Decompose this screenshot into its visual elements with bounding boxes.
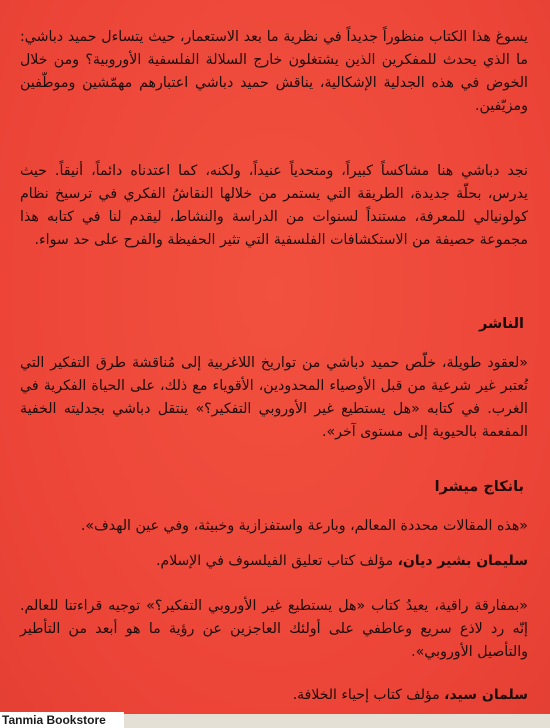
quote-1-author: بانكاج ميشرا bbox=[434, 479, 524, 495]
intro-paragraph-1 bbox=[20, 26, 528, 118]
quote-3 bbox=[20, 595, 528, 664]
quote-1 bbox=[20, 352, 528, 444]
bookstore-stamp: Tanmia Bookstore bbox=[0, 712, 124, 728]
quote-2-text: «هذه المقالات محددة المعالم، وبارعة واستفزازية وخبيثة، وفي عين الهدف». bbox=[80, 518, 528, 534]
quote-2-author-note: مؤلف كتاب تعليق الفيلسوف في الإسلام. bbox=[156, 553, 394, 569]
quote-1-text: «لعقود طويلة، خلّص حميد دباشي من تواريخ اللاغربية إلى مُناقشة طرق التفكير التي تُعتبر غير شرعية من قبل الأوصياء المحدودين، الأقوياء مع ذلك، على الحياة الفكرية في الغرب. في كتابه «هل يستطيع غير الأوروبي التفكير؟» ينتقل دباشي بجدليته الخفية المفعمة بالحيوية إلى مستوى آخر». bbox=[20, 355, 528, 440]
quote-2 bbox=[20, 515, 528, 538]
quote-2-attribution bbox=[20, 550, 528, 572]
intro-paragraph-2 bbox=[20, 160, 528, 252]
quote-2-author: سليمان بشير ديان، bbox=[397, 553, 528, 569]
quote-3-attribution bbox=[20, 684, 528, 706]
quote-3-author: سلمان سيد، bbox=[444, 687, 528, 703]
intro-text-1: يسوغ هذا الكتاب منظوراً جديداً في نظرية ما بعد الاستعمار، حيث يتساءل حميد دباشي: ما الذي يحدث للمفكرين الذين يشتغلون خارج السلالة الفلسفية الأوروبية؟ ومن خلال الخوض في هذه الجدلية الإشكالية، يناقش حميد دباشي اعتبارهم مهمّشين وموطّفين ومزيّفين. bbox=[20, 29, 528, 114]
quote-3-author-note: مؤلف كتاب إحياء الخلافة. bbox=[292, 687, 440, 703]
intro-text-2: نجد دباشي هنا مشاكساً كبيراً، ومتحدياً عنيداً، ولكنه، كما اعتدناه دائماً، أنيقاً. حيث يدرس، بحلّة جديدة، الطريقة التي يستمر من خلالها النقاشُ الفكري في ترسيخ نظام كولونيالي للمعرفة، مستنداً لسنوات من الدراسة والنشاط، ليقدم لنا في كتابه هذا مجموعة حصيفة من الاستكشافات الفلسفية التي تثير الحفيظة والفرح على حد سواء. bbox=[20, 163, 528, 248]
page-bottom-edge bbox=[124, 714, 550, 728]
quote-3-text: «بمفارقة راقية، يعيدُ كتاب «هل يستطيع غير الأوروبي التفكير؟» توجيه قراءتنا للعالم. إنّه رد لاذع سريع وعاطفي على أولئك العاجزين عن رؤية ما هو أبعد من التأطير والتأصيل الأوروبي». bbox=[20, 598, 528, 660]
publisher-heading: الناشر bbox=[478, 316, 524, 332]
